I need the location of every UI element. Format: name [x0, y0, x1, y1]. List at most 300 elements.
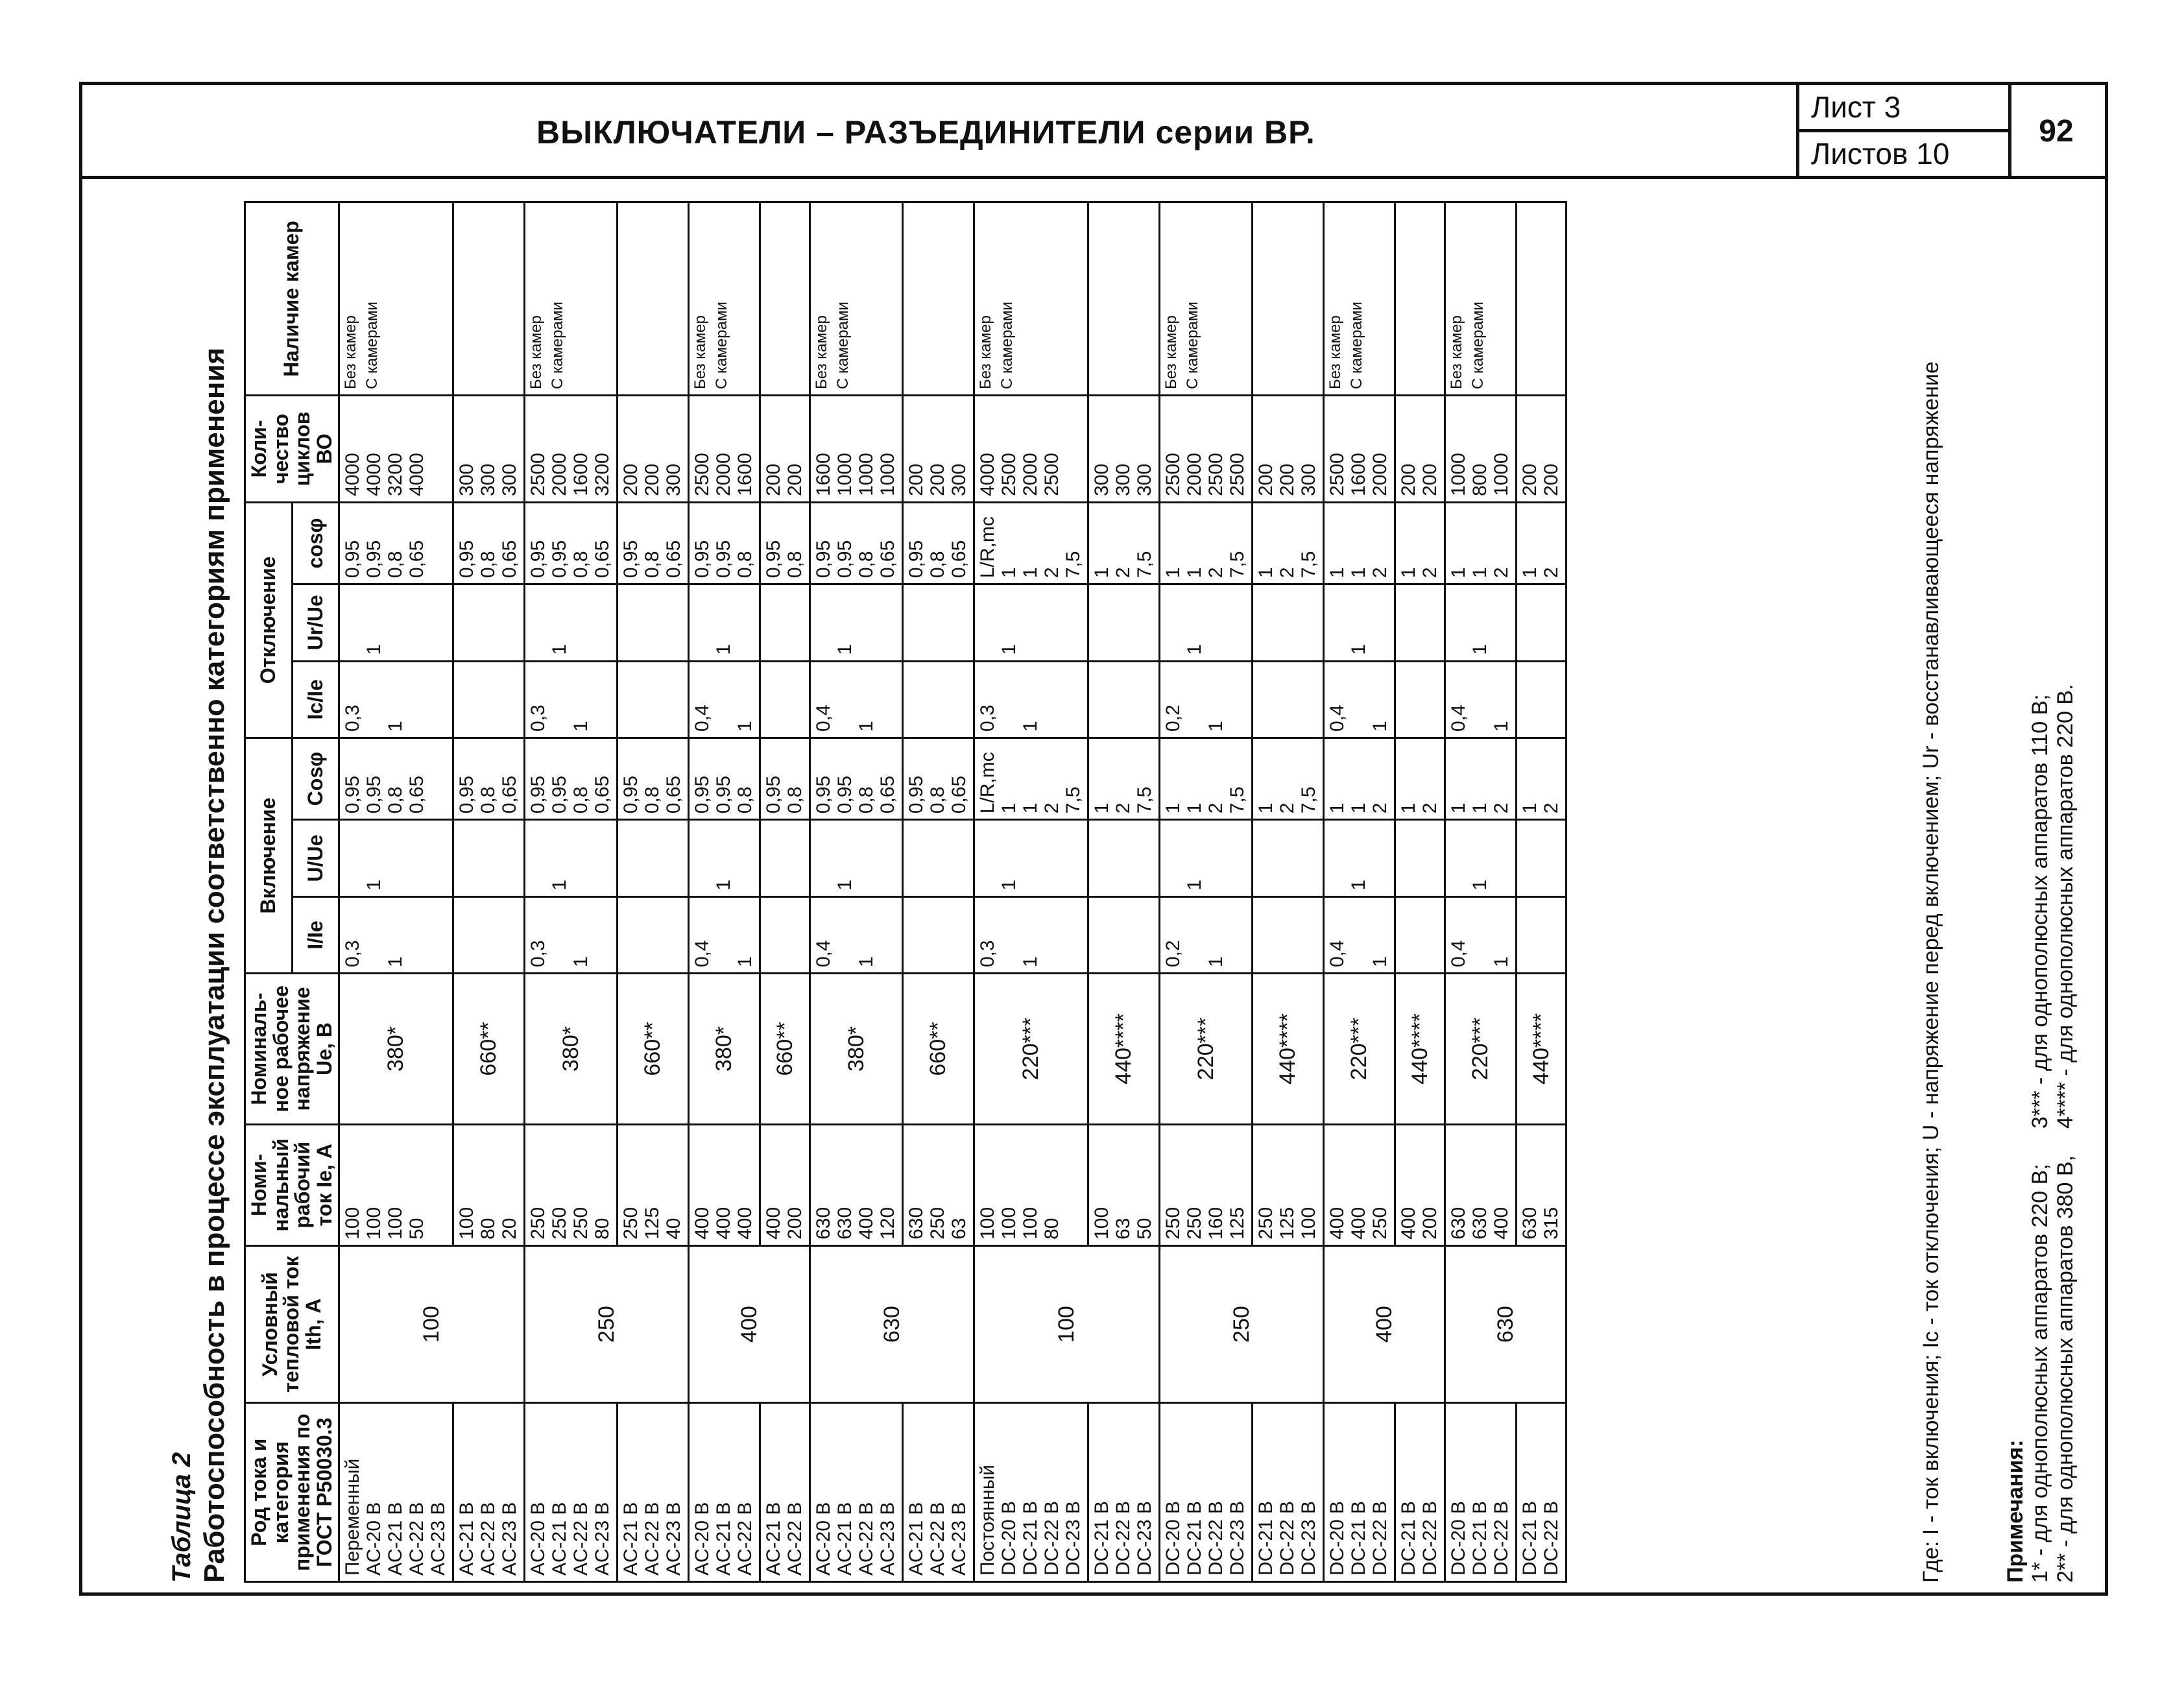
cell-off-cos: [453, 502, 525, 584]
cell-off-i: [339, 661, 453, 738]
cell-line: DC-22 B: [1112, 1500, 1134, 1576]
cell-line: 0,4: [1326, 704, 1349, 732]
cell-line: 0,4: [1448, 704, 1470, 732]
cell-line: [528, 590, 549, 654]
cell-line: [906, 590, 928, 654]
cell-line: 300: [456, 463, 478, 496]
cell-chambers: [1395, 202, 1445, 396]
cell-line: [1520, 826, 1541, 890]
cell-line: 1: [385, 956, 407, 968]
cell-line: 1: [1205, 721, 1227, 732]
cell-line: 2: [1041, 567, 1063, 579]
cell-rated-voltage: 220***: [1324, 974, 1395, 1125]
cell-line: 2: [1205, 567, 1227, 579]
table-row: [339, 202, 453, 1582]
header-off-u: Ur/Ue: [292, 584, 339, 661]
cell-line: [1448, 590, 1470, 654]
cell-on-cos: [1517, 738, 1566, 820]
cell-on-u: [525, 820, 618, 896]
cell-cycles: [903, 395, 974, 502]
cell-line: AC-20 B: [813, 1502, 835, 1576]
cell-line: 1: [363, 643, 385, 655]
cell-on-cos: [618, 738, 689, 820]
cell-cycles: [1395, 395, 1445, 502]
cell-line: [549, 903, 571, 967]
cell-line: 1: [1020, 956, 1042, 968]
cell-line: 250: [620, 1207, 642, 1240]
cell-category: [453, 1403, 525, 1582]
cell-line: [1349, 903, 1370, 967]
cell-line: 630: [1448, 1207, 1470, 1240]
cell-line: 1: [998, 880, 1020, 891]
cell-rated-current: [974, 1124, 1088, 1245]
cell-line: [621, 826, 642, 890]
cell-category: [760, 1403, 810, 1582]
cell-line: 125: [1227, 1207, 1249, 1240]
cell-line: 50: [1134, 1218, 1156, 1240]
cell-line: 200: [620, 463, 642, 496]
cell-line: 0,3: [977, 940, 999, 968]
cell-line: [1470, 903, 1491, 967]
cell-line: 4000: [406, 453, 428, 496]
cell-line: 300: [1298, 463, 1320, 496]
cell-line: [1398, 826, 1420, 890]
cell-line: 400: [1348, 1207, 1370, 1240]
cell-on-cos: [689, 738, 760, 820]
cell-line: DC-22 B: [1491, 1500, 1513, 1576]
cell-line: [342, 826, 364, 890]
cell-line: 0,8: [784, 551, 806, 579]
cell-line: [978, 826, 999, 890]
cell-line: 2500: [1227, 453, 1249, 496]
cell-line: 0,95: [363, 540, 385, 579]
cell-line: 0,95: [691, 775, 714, 814]
cell-line: DC-22 B: [1277, 1500, 1299, 1576]
cell-off-i: [1517, 661, 1566, 738]
cell-line: 1: [998, 567, 1020, 579]
cell-line: 0,8: [642, 551, 664, 579]
cell-line: 0,95: [763, 540, 785, 579]
cell-line: 1: [1398, 802, 1420, 814]
cell-chambers: [1088, 202, 1160, 396]
cell-line: 250: [1255, 1207, 1277, 1240]
cell-line: DC-23 B: [1134, 1500, 1156, 1576]
cell-line: 2: [1541, 802, 1563, 814]
cell-cycles: [689, 395, 760, 502]
cell-line: 1: [1398, 567, 1420, 579]
cell-line: 0,95: [342, 775, 364, 814]
cell-thermal-current: 100: [339, 1245, 525, 1402]
cell-line: [1520, 590, 1541, 654]
cell-line: DC-20 B: [1326, 1500, 1349, 1576]
cell-line: [906, 826, 928, 890]
cell-line: 0,3: [527, 940, 549, 968]
cell-line: 4000: [363, 453, 385, 496]
cell-line: 1: [1162, 567, 1184, 579]
cell-line: [621, 667, 642, 732]
cell-chambers: [618, 202, 689, 396]
cell-category: [339, 1403, 453, 1582]
header-chambers: Наличие камер: [245, 202, 339, 396]
header-switch-on: Включение: [245, 738, 293, 974]
cell-line: Без камер: [977, 315, 995, 389]
cell-on-cos: [1253, 738, 1324, 820]
cell-line: DC-22 B: [1419, 1500, 1441, 1576]
cell-line: 2500: [1041, 453, 1063, 496]
cell-category: [689, 1403, 760, 1582]
cell-off-i: [453, 661, 525, 738]
cell-line: 2: [1369, 802, 1391, 814]
cell-line: 4000: [977, 453, 999, 496]
table-number: Таблица 2: [167, 1452, 196, 1583]
cell-cycles: [1324, 395, 1395, 502]
cell-line: AC-23 B: [663, 1502, 685, 1576]
cell-off-i: [903, 661, 974, 738]
cell-off-u: [525, 584, 618, 661]
cell-line: 1: [998, 802, 1020, 814]
cell-on-cos: [1160, 738, 1253, 820]
cell-line: 1000: [877, 453, 899, 496]
cell-rated-voltage: 220***: [974, 974, 1088, 1125]
cell-line: DC-22 B: [1041, 1500, 1063, 1576]
cell-line: С камерами: [549, 302, 567, 389]
cell-line: 100: [998, 1207, 1020, 1240]
cell-line: 0,3: [527, 704, 549, 732]
cell-line: 1: [1184, 567, 1206, 579]
cell-line: 1: [549, 643, 571, 655]
cell-line: 200: [1398, 463, 1420, 496]
cell-line: [457, 826, 478, 890]
cell-line: 200: [1519, 463, 1541, 496]
note-1: 1* - для однополюсных аппаратов 220 В;: [2028, 1164, 2052, 1583]
cell-line: 0,65: [499, 540, 521, 579]
cell-line: AC-21 B: [620, 1502, 642, 1576]
cell-line: Без камер: [691, 315, 710, 389]
cell-line: 7,5: [1298, 786, 1320, 814]
cell-on-i: [1253, 896, 1324, 973]
cell-cycles: [1253, 395, 1324, 502]
cell-line: 2: [1277, 802, 1299, 814]
cell-line: [1398, 667, 1420, 732]
cell-line: 1: [1255, 802, 1277, 814]
cell-on-u: [974, 820, 1088, 896]
cell-line: 300: [1134, 463, 1156, 496]
cell-off-cos: [1445, 502, 1517, 584]
cell-line: [1256, 903, 1277, 967]
cell-off-cos: [339, 502, 453, 584]
cell-line: 250: [570, 1207, 592, 1240]
table-body: [339, 202, 1566, 1582]
cell-line: 80: [592, 1218, 614, 1240]
cell-off-cos: [903, 502, 974, 584]
cell-line: [813, 590, 835, 654]
cell-line: [999, 667, 1020, 732]
cell-off-i: [810, 661, 903, 738]
cell-line: 1: [1519, 567, 1541, 579]
cell-line: 0,95: [527, 540, 549, 579]
cell-line: 63: [948, 1218, 970, 1240]
cell-line: 0,3: [977, 704, 999, 732]
cell-line: [1092, 208, 1113, 389]
cell-line: С камерами: [998, 302, 1016, 389]
cell-line: 2500: [527, 453, 549, 496]
cell-line: 125: [1277, 1207, 1299, 1240]
cell-line: 20: [499, 1218, 521, 1240]
cell-rated-voltage: 660**: [903, 974, 974, 1125]
cell-on-i: [974, 896, 1088, 973]
cell-off-u: [689, 584, 760, 661]
cell-on-u: [760, 820, 810, 896]
cell-off-cos: [1324, 502, 1395, 584]
cell-line: 1: [1326, 802, 1349, 814]
cell-line: 2500: [1205, 453, 1227, 496]
table-row: [525, 202, 618, 1582]
cell-line: [1398, 903, 1420, 967]
cell-line: 2500: [998, 453, 1020, 496]
cell-on-u: [1395, 820, 1445, 896]
table-caption: Работоспособность в процессе эксплуатации соответственно категориям применения: [198, 347, 230, 1583]
cell-line: 1600: [813, 453, 835, 496]
cell-off-cos: [760, 502, 810, 584]
cell-line: Без камер: [1162, 315, 1181, 389]
cell-line: 250: [549, 1207, 571, 1240]
cell-line: 0,8: [927, 551, 949, 579]
cell-chambers: [1253, 202, 1324, 396]
cell-line: 1: [713, 880, 735, 891]
cell-line: [457, 590, 478, 654]
cell-line: 100: [1298, 1207, 1320, 1240]
cell-line: 2500: [1162, 453, 1184, 496]
cell-thermal-current: 400: [1324, 1245, 1445, 1402]
cell-rated-current: [903, 1124, 974, 1245]
cell-line: 0,8: [927, 786, 949, 814]
cell-on-cos: [903, 738, 974, 820]
cell-line: 1: [1020, 802, 1042, 814]
cell-off-u: [453, 584, 525, 661]
cell-line: 0,2: [1162, 940, 1184, 968]
cell-line: 0,95: [813, 775, 835, 814]
cell-line: 1: [385, 721, 407, 732]
cell-off-i: [1088, 661, 1160, 738]
cell-line: 7,5: [1227, 786, 1249, 814]
cell-line: 0,4: [1448, 940, 1470, 968]
cell-thermal-current: 100: [974, 1245, 1160, 1402]
cell-line: [457, 208, 478, 389]
cell-line: 1: [1184, 643, 1206, 655]
cell-line: AC-22 B: [927, 1502, 949, 1576]
cell-off-i: [525, 661, 618, 738]
cell-line: 300: [1091, 463, 1113, 496]
cell-line: DC-21 B: [1020, 1500, 1042, 1576]
cell-line: 1: [1469, 802, 1491, 814]
cell-rated-voltage: 440****: [1253, 974, 1324, 1125]
cell-line: 0,95: [620, 775, 642, 814]
cell-off-i: [1395, 661, 1445, 738]
cell-on-u: [1445, 820, 1517, 896]
cell-off-i: [974, 661, 1088, 738]
sheets-total: Листов 10: [1811, 137, 1950, 171]
cell-rated-current: [689, 1124, 760, 1245]
cell-line: [1184, 903, 1206, 967]
cell-line: 1: [998, 643, 1020, 655]
cell-rated-current: [339, 1124, 453, 1245]
cell-off-u: [1253, 584, 1324, 661]
cell-line: [364, 903, 385, 967]
cell-line: 1: [1205, 956, 1227, 968]
cell-line: 0,65: [499, 775, 521, 814]
cell-off-cos: [1395, 502, 1445, 584]
cell-category: [525, 1403, 618, 1582]
document-title: ВЫКЛЮЧАТЕЛИ – РАЗЪЕДИНИТЕЛИ серии ВР.: [536, 114, 1315, 150]
cell-line: DC-20 B: [1162, 1500, 1184, 1576]
cell-line: [1398, 590, 1420, 654]
cell-line: 0,8: [734, 786, 756, 814]
cell-line: 0,95: [549, 775, 571, 814]
cell-off-cos: [525, 502, 618, 584]
cell-line: [1520, 667, 1541, 732]
cell-on-u: [689, 820, 760, 896]
cell-line: 0,8: [734, 551, 756, 579]
cell-cycles: [618, 395, 689, 502]
cell-rated-voltage: 220***: [1445, 974, 1517, 1125]
cell-line: Без камер: [342, 315, 360, 389]
cell-line: 1: [834, 880, 856, 891]
cell-on-cos: [1445, 738, 1517, 820]
cell-line: 200: [927, 463, 949, 496]
cell-line: 630: [1469, 1207, 1491, 1240]
cell-on-u: [1324, 820, 1395, 896]
cell-line: 2: [1112, 567, 1134, 579]
cell-cycles: [810, 395, 903, 502]
header-switch-off: Отключение: [245, 502, 293, 738]
cell-line: DC-21 B: [1184, 1500, 1206, 1576]
cell-line: 0,8: [784, 786, 806, 814]
cell-line: 2: [1491, 802, 1513, 814]
cell-line: 1000: [1448, 453, 1470, 496]
cell-line: 0,65: [948, 775, 970, 814]
table-row: [810, 202, 903, 1582]
cell-line: [1092, 903, 1113, 967]
cell-line: DC-21 B: [1398, 1500, 1420, 1576]
cell-line: С камерами: [1184, 302, 1202, 389]
cell-line: 0,4: [813, 940, 835, 968]
cell-line: 250: [527, 1207, 549, 1240]
cell-line: 1: [363, 880, 385, 891]
cell-on-i: [1324, 896, 1395, 973]
cell-off-i: [1253, 661, 1324, 738]
cell-off-i: [1160, 661, 1253, 738]
cell-line: 2: [1277, 567, 1299, 579]
cell-line: 2: [1541, 567, 1563, 579]
cell-line: 2000: [713, 453, 735, 496]
header-on-i: I/Ie: [292, 896, 339, 973]
cell-line: [1327, 590, 1349, 654]
cell-line: 2: [1419, 567, 1441, 579]
cell-line: 1: [1491, 721, 1513, 732]
cell-line: 1: [856, 721, 878, 732]
cell-line: 0,65: [877, 775, 899, 814]
cell-on-cos: [1324, 738, 1395, 820]
cell-category: [618, 1403, 689, 1582]
cell-rated-current: [1088, 1124, 1160, 1245]
cell-line: [835, 903, 856, 967]
cell-line: AC-22 B: [570, 1502, 592, 1576]
cell-line: L/R,mc: [977, 752, 999, 814]
cell-line: 300: [499, 463, 521, 496]
cell-line: 1: [1091, 802, 1113, 814]
cell-category: [903, 1403, 974, 1582]
cell-line: 250: [1162, 1207, 1184, 1240]
cell-line: AC-20 B: [363, 1502, 385, 1576]
header-on-u: U/Ue: [292, 820, 339, 896]
cell-line: AC-23 B: [948, 1502, 970, 1576]
cell-line: 2: [1369, 567, 1391, 579]
cell-line: 3200: [592, 453, 614, 496]
cell-line: 1: [1469, 567, 1491, 579]
cell-line: [621, 903, 642, 967]
cell-line: AC-22 B: [784, 1502, 806, 1576]
cell-thermal-current: 400: [689, 1245, 810, 1402]
cell-on-u: [339, 820, 453, 896]
cell-line: [1256, 208, 1277, 389]
note-3: 3*** - для однополюсных аппаратов 110 В;: [2028, 694, 2052, 1129]
cell-line: DC-21 B: [1255, 1500, 1277, 1576]
cell-line: DC-21 B: [1091, 1500, 1113, 1576]
cell-line: 400: [734, 1207, 756, 1240]
cell-rated-current: [1517, 1124, 1566, 1245]
cell-line: 0,65: [663, 540, 685, 579]
cell-rated-voltage: 220***: [1160, 974, 1253, 1125]
cell-chambers: [1160, 202, 1253, 396]
cell-rated-current: [1324, 1124, 1395, 1245]
cell-on-u: [1253, 820, 1324, 896]
cell-line: 125: [642, 1207, 664, 1240]
cell-line: [835, 667, 856, 732]
cell-category: [1088, 1403, 1160, 1582]
cell-rated-voltage: 660**: [618, 974, 689, 1125]
cell-line: AC-20 B: [527, 1502, 549, 1576]
cell-line: [906, 903, 928, 967]
cell-line: DC-22 B: [1541, 1500, 1563, 1576]
cell-line: [906, 208, 928, 389]
cell-line: С камерами: [1348, 302, 1366, 389]
cell-line: 1: [570, 721, 592, 732]
cell-line: 0,2: [1162, 704, 1184, 732]
cell-line: 2: [1041, 802, 1063, 814]
cell-chambers: [974, 202, 1088, 396]
cell-on-i: [810, 896, 903, 973]
cell-line: 1: [734, 721, 756, 732]
cell-on-cos: [810, 738, 903, 820]
cell-off-cos: [689, 502, 760, 584]
cell-off-cos: [810, 502, 903, 584]
cell-cycles: [525, 395, 618, 502]
cell-line: [763, 667, 785, 732]
cell-line: [1398, 208, 1420, 389]
cell-line: 1600: [734, 453, 756, 496]
cell-line: 1: [1184, 802, 1206, 814]
cell-thermal-current: 250: [1160, 1245, 1324, 1402]
table-row: [689, 202, 760, 1582]
cell-line: 2: [1491, 567, 1513, 579]
cell-rated-current: [1160, 1124, 1253, 1245]
cell-line: [692, 590, 714, 654]
cell-line: [714, 903, 735, 967]
cell-line: 0,95: [906, 775, 928, 814]
cell-line: 100: [1020, 1207, 1042, 1240]
cell-line: 2: [1205, 802, 1227, 814]
cell-line: DC-23 B: [1062, 1500, 1085, 1576]
